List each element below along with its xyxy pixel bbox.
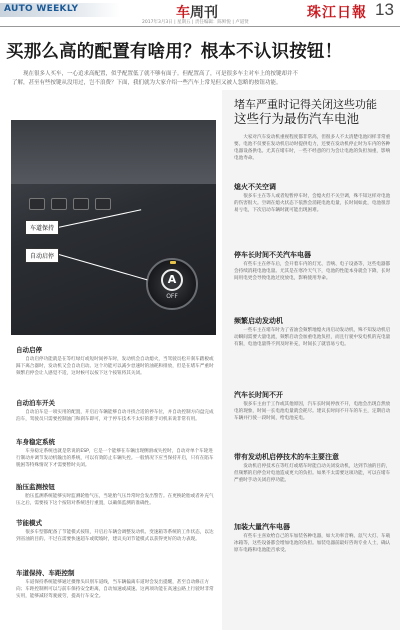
dashboard-photo [11,120,216,335]
callout-leader-line [59,254,148,280]
section-tag-band [0,3,120,17]
sidebar-intro: 大家对汽车发动机重视程度都非常高，但很多人不太清楚电池同样非常重要。电池不仅要在发动机启动时提供电力，还要在发动机停止时为车内的各种电器设备供电。尤其在堵车时，一些不经意的行为会让电池的负担加重，影响电池寿命。 [234,135,391,161]
section-heading: 自动启停 [16,346,42,354]
section-paragraph: 自动启停功能就是在等红绿灯或短时间停车时，发动机会自动熄火，当驾驶员松开刹车踏板或踩下离合器时，发动机又会自动启动。这个功能可以减少怠速时的油耗和排放，但是在堵车严重时频繁启停会让人感觉不适，这时候可以按下这个按钮将其关闭。 [16,357,214,377]
sidebar-paragraph: 很多车主在等人或者短暂停车时，会熄火但不关空调，殊不知这样对电池的伤害很大。空调在熄火状态下依然会消耗电池电量，长时间如此，电池很容易亏电，下次启动车辆时就可能出现困难。 [234,194,391,213]
section-heading: 自动泊车开关 [16,399,55,407]
sidebar-heading: 频繁启动发动机 [234,317,283,325]
sidebar-heading: 加装大量汽车电器 [234,523,290,531]
sidebar-paragraph: 发动机启停技术在等红灯或堵车时能自动关闭发动机，达到节油的目的，但频繁的启停会对电池造成更大的负担。如果不太需要这项功能，可以在堵车严重时手动关闭启停功能。 [234,464,391,483]
console-button [73,198,89,210]
section-tag: AUTO WEEKLY [4,4,79,14]
sidebar-paragraph: 有些车主在停车后，会开着车内的灯光、音响、电子设备等，这些电器都会持续消耗电池电量。尤其是在寒冷天气下，电池的性能本身就会下降，长时间用电更会导致电池过度放电，影响使用寿命。 [234,262,391,281]
section-paragraph: 很多车型都配备了节能模式按钮，开启后车辆会调整发动机、变速箱等系统的工作状态，以达到省油的目的。不过在需要快速超车或爬坡时，建议关闭节能模式以获得更好的动力表现。 [16,530,214,543]
sidebar-heading: 带有发动机启停技术的车主要注意 [234,453,339,461]
header-meta: 2017年3月3日 | 星期五 | 责任编辑：陈鲜悦 | 卢道贤 [142,20,249,25]
section-heading: 胎压监测按钮 [16,483,55,491]
console-button [95,198,111,210]
article-title: 买那么高的配置有啥用？根本不认识按钮！ [6,42,343,62]
sidebar-article [222,90,400,630]
section-heading: 车道保持、车距控制 [16,569,75,577]
section-paragraph: 自动泊车是一项实用的配置，开启后车辆能够自动寻找合适的停车位，并自动控制方向盘完成泊车，驾驶员只需要控制油门和刹车即可，对于停车技术不太好的新手司机来说非常有用。 [16,410,214,423]
auto-start-stop-icon: A [161,269,183,291]
section-paragraph: 胎压监测系统能够实时监测轮胎气压，当轮胎气压异常时会发出警告。在更换轮胎或者补充气压之后，需要按下这个按钮对系统进行重置，以确保监测的准确性。 [16,494,214,507]
section-name-rest: 周刊 [190,5,218,21]
article-lead: 现在很多人买车，一心追求高配置，似乎配置低了就不够有面子。但配置高了，可是很多车主对车上的按键却并不了解，甚至有些按键从没用过，岂不浪费？下面，我们就为大家介绍一些汽车上常见但又被人忽略的按钮功能。 [12,71,299,86]
callout-leader-line [53,209,141,229]
indicator-led [170,261,176,264]
section-paragraph: 车道保持系统能够通过摄像头识别车道线，当车辆偏离车道时会发出提醒，甚至自动修正方向；车距控制则可以与前车保持安全距离，自动加速或减速。这两项功能在高速公路上行驶时非常实用，能够减轻驾驶疲劳，提高行车安全。 [16,580,214,600]
sidebar-heading: 熄火不关空调 [234,183,276,191]
section-paragraph: 车身稳定系统也就是常说的ESP，它是一个能够在车辆出现侧滑或失控时，自动对单个车轮进行制动并调节发动机输出的系统，可以有效防止车辆失控。一般情况下应当保持开启，只有在陷车脱困等特殊情况下才需要暂时关闭。 [16,449,214,469]
section-heading: 节能模式 [16,519,42,527]
sidebar-title-line2: 这些行为最伤汽车电池 [234,111,360,126]
sidebar-paragraph: 一些车主在堵车时为了省油会频繁地熄火再启动发动机，殊不知发动机启动瞬间需要大量电流，频繁启动会加重电池负担，而且行驶中发电机的充电量有限，电池电量得不到及时补充，时间长了就容易亏电。 [234,328,391,347]
sidebar-title-line1: 堵车严重时记得关闭这些功能 [234,98,377,111]
header-divider [0,26,400,27]
callout-auto-stop-start: 自动启停 [25,248,59,263]
sidebar-heading: 停车长时间不关汽车电器 [234,251,311,259]
page-number: 13 [375,0,394,19]
section-heading: 车身稳定系统 [16,438,55,446]
newspaper-logo: 珠江日報 [307,5,367,21]
sidebar-title [234,98,394,126]
console-button [51,198,67,210]
auto-stop-start-button [146,258,198,310]
callout-lane-keeping: 车道保持 [25,220,59,235]
sidebar-heading: 汽车长时间不开 [234,391,283,399]
section-name-red: 车 [176,5,190,21]
control-panel [11,120,216,184]
sidebar-paragraph: 有些车主喜欢给自己的车加装各种电器，如大功率音响、氙气大灯、车载冰箱等，这些设备都会增加电池的负担。加装电器前最好咨询专业人士，确认原车电路和电池能否承受。 [234,534,391,553]
button-off-label: OFF [166,293,178,300]
page-header [0,0,400,24]
sidebar-paragraph: 很多车主由于工作或其他原因，汽车长时间停放不开，电池会出现自然放电的现象，时间一长电池电量就会耗尽。建议长时间不开车的车主，定期启动车辆并行驶一段时间，给电池充电。 [234,402,391,421]
console-button [29,198,45,210]
